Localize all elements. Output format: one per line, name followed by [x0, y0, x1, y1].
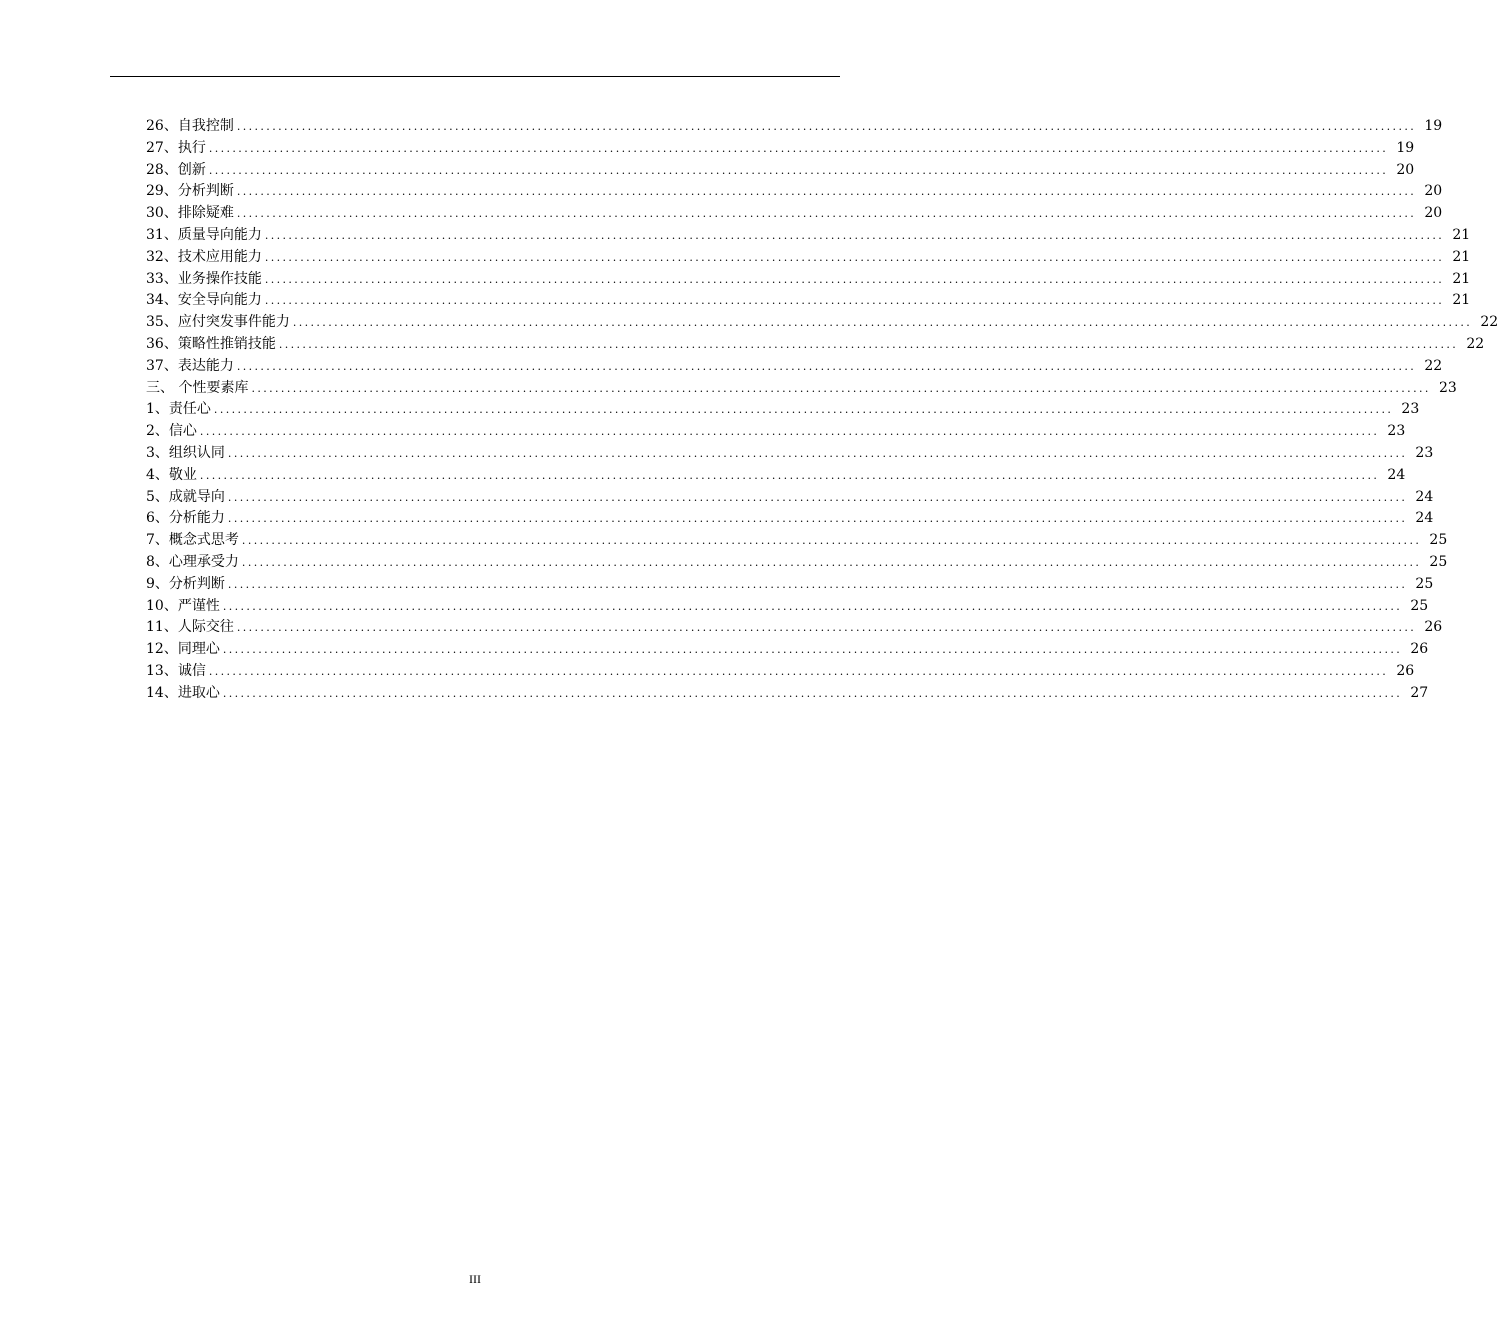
toc-dot-leader: ........................................................................................................................................................................................................ — [251, 381, 1431, 395]
toc-entry-page: 20 — [1424, 205, 1443, 222]
header-rule — [110, 76, 840, 77]
toc-dot-leader: ........................................................................................................................................................................................................ — [236, 359, 1417, 373]
toc-dot-leader: ........................................................................................................................................................................................................ — [241, 534, 1422, 548]
toc-entry-label: 10、严谨性 — [146, 597, 220, 614]
toc-entry[interactable] — [146, 508, 1434, 530]
toc-section-entry[interactable] — [146, 378, 1457, 400]
toc-dot-leader: ........................................................................................................................................................................................................ — [199, 468, 1380, 482]
toc-entry[interactable] — [146, 269, 1471, 291]
toc-entry-page: 22 — [1466, 335, 1485, 352]
toc-dot-leader: ........................................................................................................................................................................................................ — [222, 643, 1403, 657]
toc-dot-leader: ........................................................................................................................................................................................................ — [208, 664, 1389, 678]
toc-entry[interactable] — [146, 574, 1434, 596]
toc-dot-leader: ........................................................................................................................................................................................................ — [264, 294, 1445, 308]
toc-entry-page: 24 — [1387, 466, 1406, 483]
toc-entry[interactable] — [146, 247, 1471, 269]
toc-entry[interactable] — [146, 160, 1415, 182]
toc-entry[interactable] — [146, 181, 1443, 203]
toc-entry[interactable] — [146, 356, 1443, 378]
toc-entry-page: 27 — [1410, 684, 1429, 701]
toc-dot-leader: ........................................................................................................................................................................................................ — [236, 621, 1417, 635]
toc-entry-label: 7、概念式思考 — [146, 532, 239, 549]
toc-entry-label: 11、人际交往 — [146, 619, 234, 636]
toc-dot-leader: ........................................................................................................................................................................................................ — [227, 512, 1408, 526]
toc-entry[interactable] — [146, 203, 1443, 225]
toc-entry[interactable] — [146, 661, 1415, 683]
toc-entry-label: 29、分析判断 — [146, 183, 234, 200]
toc-dot-leader: ........................................................................................................................................................................................................ — [208, 141, 1389, 155]
toc-entry[interactable] — [146, 312, 1498, 334]
toc-entry[interactable] — [146, 487, 1434, 509]
toc-entry-page: 25 — [1429, 553, 1448, 570]
toc-entry-label: 32、技术应用能力 — [146, 248, 262, 265]
toc-entry-page: 19 — [1424, 118, 1443, 134]
toc-entry-page: 19 — [1396, 139, 1415, 156]
toc-entry-page: 21 — [1452, 226, 1471, 243]
toc-entry-label: 13、诚信 — [146, 662, 206, 679]
toc-entry-page: 20 — [1424, 183, 1443, 200]
toc-entry-label: 1、责任心 — [146, 401, 211, 418]
toc-entry-page: 21 — [1452, 270, 1471, 287]
toc-entry-label: 8、心理承受力 — [146, 553, 239, 570]
toc-entry-label: 4、敬业 — [146, 466, 197, 483]
toc-entry[interactable] — [146, 334, 1485, 356]
toc-entry-label: 26、自我控制 — [146, 118, 234, 134]
toc-entry-page: 25 — [1410, 597, 1429, 614]
toc-entry[interactable] — [146, 225, 1471, 247]
toc-dot-leader: ........................................................................................................................................................................................................ — [236, 207, 1417, 221]
toc-entry-page: 21 — [1452, 292, 1471, 309]
toc-entry-page: 26 — [1396, 662, 1415, 679]
toc-entry-label: 6、分析能力 — [146, 510, 225, 527]
toc-dot-leader: ........................................................................................................................................................................................................ — [222, 599, 1403, 613]
toc-entry[interactable] — [146, 138, 1415, 160]
toc-entry-label: 33、业务操作技能 — [146, 270, 262, 287]
toc-entry-page: 21 — [1452, 248, 1471, 265]
table-of-contents — [146, 116, 1498, 705]
toc-entry-page: 26 — [1424, 619, 1443, 636]
toc-dot-leader: ........................................................................................................................................................................................................ — [227, 490, 1408, 504]
toc-dot-leader: ........................................................................................................................................................................................................ — [264, 272, 1445, 286]
toc-dot-leader: ........................................................................................................................................................................................................ — [227, 446, 1408, 460]
toc-entry-page: 25 — [1415, 575, 1434, 592]
toc-dot-leader: ........................................................................................................................................................................................................ — [213, 403, 1394, 417]
toc-dot-leader: ........................................................................................................................................................................................................ — [292, 316, 1473, 330]
toc-entry-label: 27、执行 — [146, 139, 206, 156]
toc-entry-label: 12、同理心 — [146, 641, 220, 658]
toc-entry-page: 25 — [1429, 532, 1448, 549]
toc-entry-page: 22 — [1424, 357, 1443, 374]
toc-dot-leader: ........................................................................................................................................................................................................ — [236, 185, 1417, 199]
toc-entry-page: 20 — [1396, 161, 1415, 178]
toc-entry[interactable] — [146, 530, 1448, 552]
toc-entry-label: 34、安全导向能力 — [146, 292, 262, 309]
toc-entry-label: 3、组织认同 — [146, 444, 225, 461]
toc-entry-page: 23 — [1387, 423, 1406, 440]
toc-entry[interactable] — [146, 683, 1429, 705]
toc-dot-leader: ........................................................................................................................................................................................................ — [241, 555, 1422, 569]
toc-dot-leader: ........................................................................................................................................................................................................ — [264, 228, 1445, 242]
toc-entry-label: 36、策略性推销技能 — [146, 335, 276, 352]
toc-dot-leader: ........................................................................................................................................................................................................ — [208, 163, 1389, 177]
toc-entry-label: 14、进取心 — [146, 684, 220, 701]
toc-dot-leader: ........................................................................................................................................................................................................ — [199, 425, 1380, 439]
toc-entry-label: 37、表达能力 — [146, 357, 234, 374]
toc-entry[interactable] — [146, 617, 1443, 639]
toc-entry[interactable] — [146, 290, 1471, 312]
toc-entry-page: 22 — [1480, 314, 1498, 331]
toc-entry[interactable] — [146, 443, 1434, 465]
toc-entry-label: 三、 个性要素库 — [146, 379, 249, 396]
toc-entry-page: 24 — [1415, 510, 1434, 527]
toc-entry-page: 26 — [1410, 641, 1429, 658]
toc-entry-label: 5、成就导向 — [146, 488, 225, 505]
toc-entry[interactable] — [146, 596, 1429, 618]
footer-page-number: III — [469, 1272, 481, 1286]
toc-entry-label: 28、创新 — [146, 161, 206, 178]
toc-entry-page: 23 — [1401, 401, 1420, 418]
toc-dot-leader: ........................................................................................................................................................................................................ — [227, 577, 1408, 591]
toc-dot-leader: ........................................................................................................................................................................................................ — [222, 686, 1403, 700]
toc-entry-label: 35、应付突发事件能力 — [146, 314, 290, 331]
toc-dot-leader: ........................................................................................................................................................................................................ — [236, 120, 1417, 133]
toc-entry-page: 23 — [1415, 444, 1434, 461]
toc-entry-label: 30、排除疑难 — [146, 205, 234, 222]
toc-entry[interactable] — [146, 639, 1429, 661]
toc-dot-leader: ........................................................................................................................................................................................................ — [264, 250, 1445, 264]
toc-entry-label: 2、信心 — [146, 423, 197, 440]
toc-entry-label: 31、质量导向能力 — [146, 226, 262, 243]
toc-entry[interactable] — [146, 116, 1443, 138]
toc-entry-page: 23 — [1438, 379, 1457, 396]
toc-dot-leader: ........................................................................................................................................................................................................ — [278, 337, 1459, 351]
toc-entry-label: 9、分析判断 — [146, 575, 225, 592]
toc-entry[interactable] — [146, 421, 1406, 443]
toc-entry[interactable] — [146, 465, 1406, 487]
toc-entry-page: 24 — [1415, 488, 1434, 505]
toc-entry[interactable] — [146, 399, 1420, 421]
toc-entry[interactable] — [146, 552, 1448, 574]
